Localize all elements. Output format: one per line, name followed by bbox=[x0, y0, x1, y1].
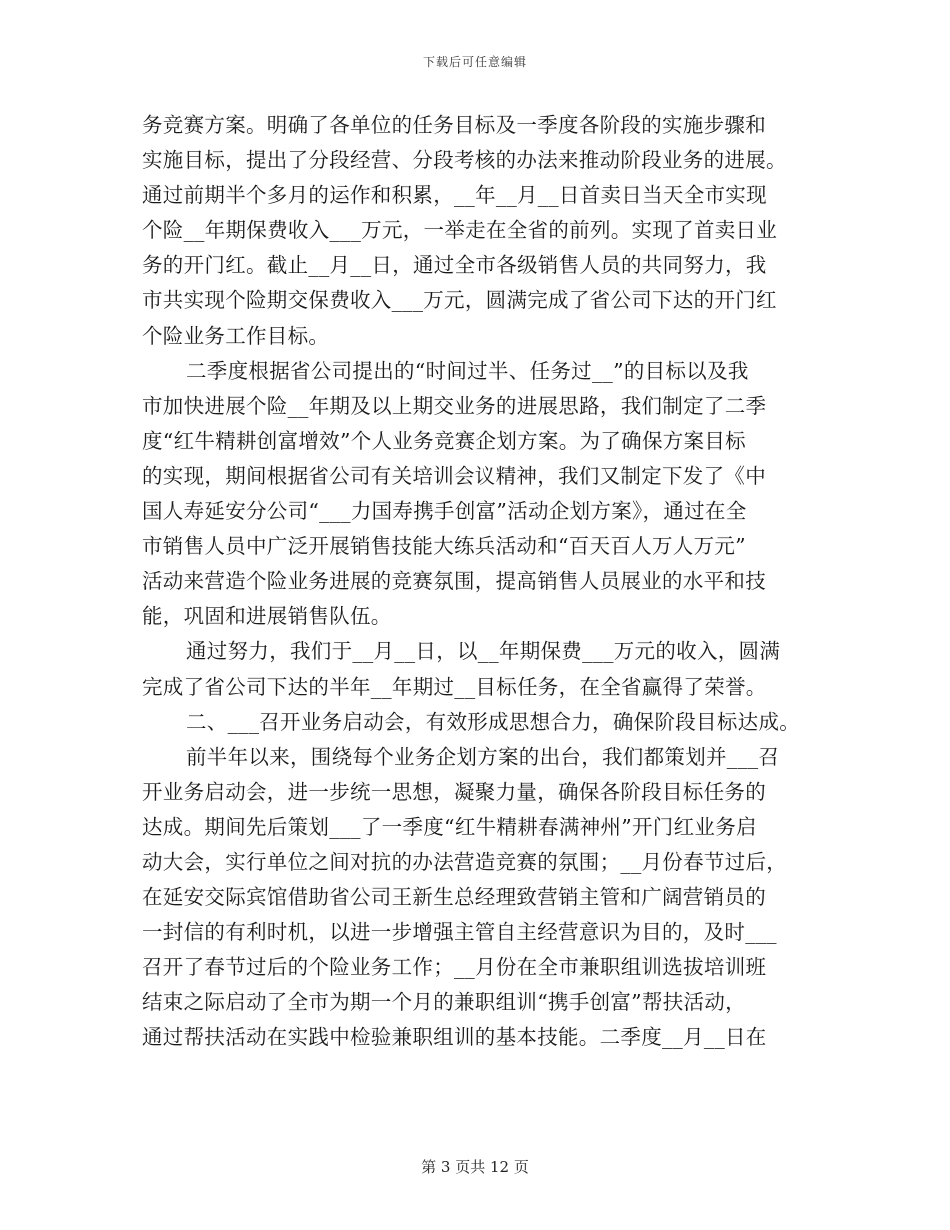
text-line: 动大会，实行单位之间对抗的办法营造竞赛的氛围；__月份春节过后， bbox=[142, 849, 788, 874]
text-line: 达成。期间先后策划___了一季度“红牛精耕春满神州”开门红业务启 bbox=[142, 814, 757, 839]
text-line: 实施目标，提出了分段经营、分段考核的办法来推动阶段业务的进展。 bbox=[142, 148, 787, 173]
text-line: 开业务启动会，进一步统一思想，凝聚力量，确保各阶段目标任务的 bbox=[142, 779, 766, 804]
text-line: 一封信的有利时机，以进一步增强主管自主经营意识为目的，及时___ bbox=[142, 920, 777, 945]
text-line: 二季度根据省公司提出的“时间过半、任务过__”的目标以及我 bbox=[186, 358, 749, 383]
text-line: 通过努力，我们于__月__日，以__年期保费___万元的收入，圆满 bbox=[186, 639, 781, 664]
text-line: 度“红牛精耕创富增效”个人业务竞赛企划方案。为了确保方案目标 bbox=[142, 428, 746, 453]
text-line: 市销售人员中广泛开展销售技能大练兵活动和“百天百人万人万元” bbox=[142, 534, 746, 559]
text-line: 市加快进展个险__年期及以上期交业务的进展思路，我们制定了二季 bbox=[142, 393, 767, 418]
text-line: 通过前期半个多月的运作和积累，__年__月__日首卖日当天全市实现 bbox=[142, 183, 767, 208]
text-line: 的实现，期间根据省公司有关培训会议精神，我们又制定下发了《中 bbox=[142, 463, 766, 488]
text-line: 个险__年期保费收入___万元，一举走在全省的前列。实现了首卖日业 bbox=[142, 218, 778, 243]
text-line: 召开了春节过后的个险业务工作；__月份在全市兼职组训选拔培训班 bbox=[142, 955, 767, 980]
text-line: 国人寿延安分公司“___力国寿携手创富”活动企划方案》，通过在全 bbox=[142, 499, 747, 524]
text-line: 务竞赛方案。明确了各单位的任务目标及一季度各阶段的实施步骤和 bbox=[142, 113, 766, 137]
text-line: 在延安交际宾馆借助省公司王新生总经理致营销主管和广阔营销员的 bbox=[142, 885, 766, 910]
document-body bbox=[142, 108, 808, 1056]
text-line: 活动来营造个险业务进展的竞赛氛围，提高销售人员展业的水平和技 bbox=[142, 569, 766, 594]
page-number: 第 3 页共 12 页 bbox=[421, 1158, 529, 1176]
text-line: 务的开门红。截止__月__日，通过全市各级销售人员的共同努力，我 bbox=[142, 253, 767, 278]
text-line: 二、___召开业务启动会，有效形成思想合力，确保阶段目标达成。 bbox=[186, 709, 801, 734]
text-line: 市共实现个险期交保费收入___万元，圆满完成了省公司下达的开门红 bbox=[142, 288, 777, 313]
page-header: 下载后可任意编辑 bbox=[422, 55, 527, 69]
text-line: 前半年以来，围绕每个业务企划方案的出台，我们都策划并___召 bbox=[186, 744, 780, 769]
text-line: 个险业务工作目标。 bbox=[142, 323, 330, 348]
text-line: 完成了省公司下达的半年__年期过__目标任务，在全省赢得了荣誉。 bbox=[142, 674, 767, 699]
text-line: 结束之际启动了全市为期一个月的兼职组训“携手创富”帮扶活动， bbox=[142, 990, 746, 1015]
text-line: 通过帮扶活动在实践中检验兼职组训的基本技能。二季度__月__日在 bbox=[142, 1025, 767, 1050]
text-line: 能，巩固和进展销售队伍。 bbox=[142, 604, 392, 629]
